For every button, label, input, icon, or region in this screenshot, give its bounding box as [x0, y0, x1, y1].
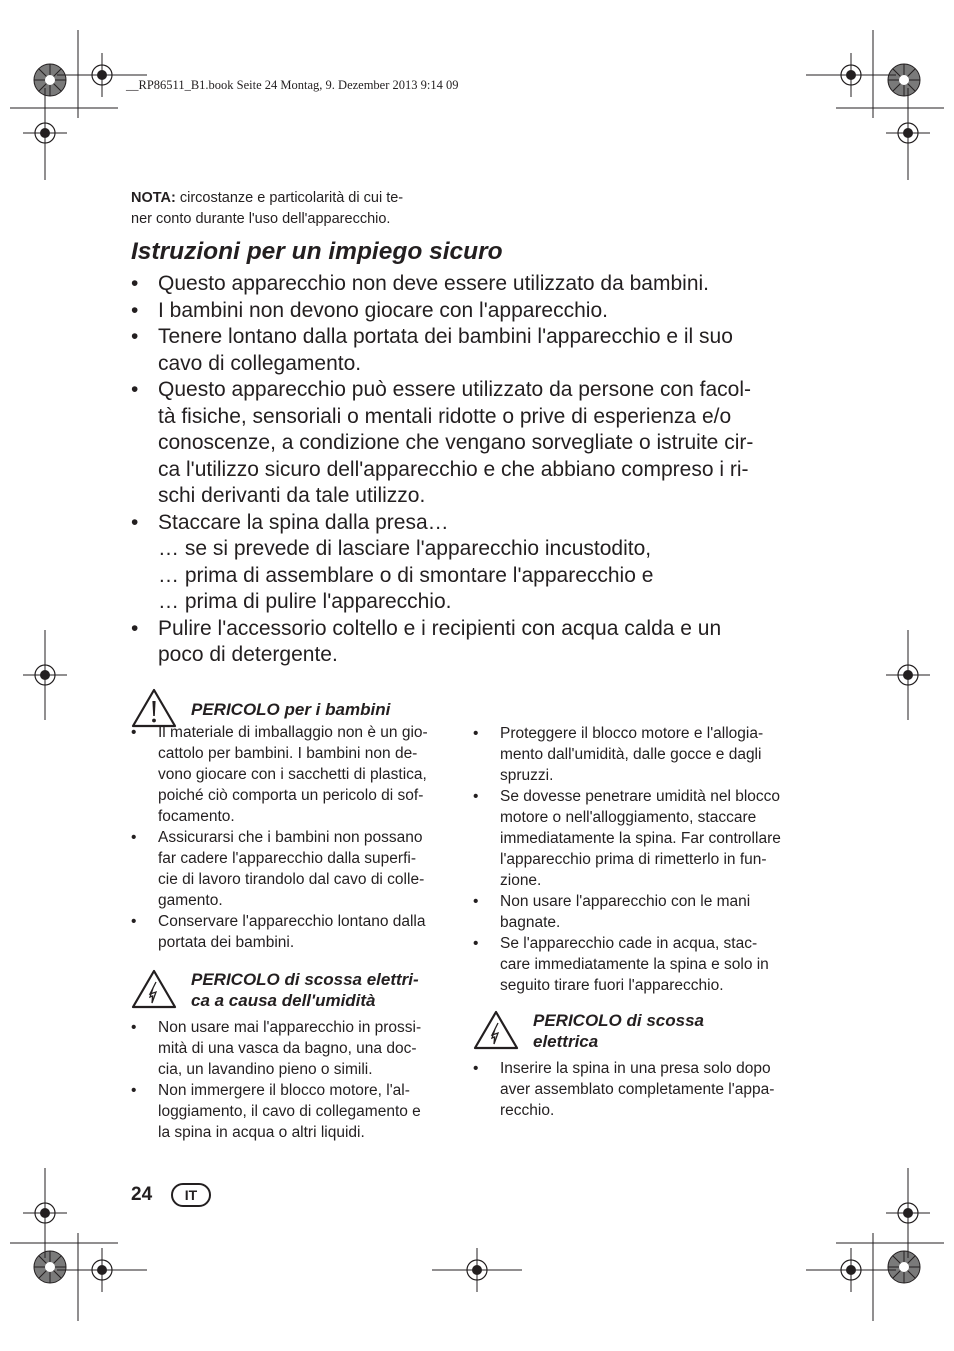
bullet: •: [131, 1019, 137, 1036]
bullet: •: [131, 1082, 137, 1099]
text-line: … prima di assemblare o di smontare l'apparecchio e: [158, 563, 654, 587]
text-line: portata dei bambini.: [158, 934, 295, 951]
list-item: [131, 722, 461, 827]
page-number: 24: [131, 1184, 153, 1205]
warning-block: [131, 969, 461, 1143]
bullet: •: [131, 510, 139, 534]
warning-title: [191, 969, 419, 1011]
text-line: seguito tirare fuori l'apparecchio.: [500, 977, 724, 994]
list-item: [131, 324, 811, 377]
text-line: Tenere lontano dalla portata dei bambini l'apparecchio e il suo: [158, 325, 733, 348]
text-line: cavo di collegamento.: [158, 351, 362, 375]
text-line: gamento.: [158, 892, 223, 909]
warning-block: [473, 1010, 803, 1121]
list-item: [131, 377, 811, 510]
text-line: loggiamento, il cavo di collegamento e: [158, 1103, 421, 1120]
text-line: Assicurarsi che i bambini non possano: [158, 829, 423, 846]
text-line: Se l'apparecchio cade in acqua, stac-: [500, 935, 758, 952]
text-line: ca a causa dell'umidità: [191, 991, 376, 1010]
text-line: tà fisiche, sensoriali o mentali ridotte o prive di esperienza e/o: [158, 404, 732, 428]
list-item: [131, 1080, 461, 1143]
text-line: Non usare mai l'apparecchio in prossi-: [158, 1019, 422, 1036]
text-line: I bambini non devono giocare con l'apparecchio.: [158, 298, 608, 322]
text-line: Inserire la spina in una presa solo dopo: [500, 1060, 771, 1077]
list-item: [473, 933, 803, 996]
safety-list: [131, 271, 811, 669]
text-line: spruzzi.: [500, 767, 554, 784]
text-line: mento dall'umidità, dalle gocce e dagli: [500, 746, 762, 763]
bullet: •: [473, 893, 479, 910]
bullet: •: [131, 378, 139, 401]
text-line: Questo apparecchio non deve essere utilizzato da bambini.: [158, 272, 710, 295]
text-line: PERICOLO per i bambini: [191, 700, 391, 719]
text-line: conoscenze, a condizione che vengano sorvegliate o istruite cir-: [158, 431, 754, 454]
text-line: mità di una vasca da bagno, una doc-: [158, 1040, 417, 1057]
moisture-list: [473, 723, 803, 996]
text-line: Staccare la spina dalla presa…: [158, 510, 449, 534]
note: [131, 188, 461, 230]
bullet: •: [473, 725, 479, 742]
bullet: •: [131, 298, 139, 322]
warning-header: [473, 1010, 803, 1058]
warning-header: [131, 969, 461, 1017]
list-item: [131, 1017, 461, 1080]
warning-title: [191, 699, 390, 720]
text-line: bagnate.: [500, 914, 561, 931]
text-line: Non immergere il blocco motore, l'al-: [158, 1082, 410, 1099]
bullet: •: [473, 1060, 479, 1077]
text-line: vono giocare con i sacchetti di plastica,: [158, 766, 427, 783]
note-text: circostanze e particolarità di cui te- ner conto durante l'uso dell'apparecchio.: [131, 190, 404, 227]
text-line: … prima di pulire l'apparecchio.: [158, 590, 452, 613]
bullet: •: [131, 913, 137, 930]
text-line: cie di lavoro tirandolo dal cavo di colle-: [158, 871, 425, 888]
bullet: •: [131, 325, 139, 348]
text-line: Il materiale di imballaggio non è un gio-: [158, 724, 428, 741]
text-line: poiché ciò comporta un pericolo di sof-: [158, 787, 424, 804]
note-label: NOTA:: [131, 190, 176, 206]
text-line: cattolo per bambini. I bambini non de-: [158, 745, 418, 762]
list-item: [131, 271, 811, 298]
list-item: [131, 298, 811, 325]
list-item: [473, 1058, 803, 1121]
language-badge: IT: [171, 1183, 211, 1207]
text-line: poco di detergente.: [158, 643, 338, 666]
text-line: Proteggere il blocco motore e l'allogia-: [500, 725, 764, 742]
warning-block: [131, 688, 461, 953]
electric-shock-triangle-icon: [131, 969, 177, 1009]
warning-header: [131, 688, 461, 722]
bullet: •: [131, 616, 139, 640]
text-line: care immediatamente la spina e solo in: [500, 956, 769, 973]
list-item: [473, 891, 803, 933]
list-item: [473, 786, 803, 891]
bullet: •: [473, 788, 479, 805]
warning-list: [131, 1017, 461, 1143]
bullet: •: [131, 829, 137, 846]
text-line: focamento.: [158, 808, 235, 825]
text-line: Non usare l'apparecchio con le mani: [500, 893, 751, 910]
text-line: Se dovesse penetrare umidità nel blocco: [500, 788, 781, 805]
text-line: elettrica: [533, 1032, 599, 1051]
text-line: aver assemblato completamente l'appa-: [500, 1081, 775, 1098]
text-line: l'apparecchio prima di rimetterlo in fun-: [500, 851, 767, 868]
text-line: la spina in acqua o altri liquidi.: [158, 1124, 365, 1141]
text-line: … se si prevede di lasciare l'apparecchio incustodito,: [158, 537, 652, 560]
text-line: recchio.: [500, 1102, 555, 1119]
warning-list: [473, 1058, 803, 1121]
list-item: [131, 510, 811, 616]
list-item: [131, 616, 811, 669]
text-line: motore o nell'alloggiamento, staccare: [500, 809, 757, 826]
list-item: [473, 723, 803, 786]
warning-list: [131, 722, 461, 953]
section-title: Istruzioni per un impiego sicuro: [131, 238, 503, 265]
electric-shock-triangle-icon: [473, 1010, 519, 1050]
print-header: __RP86511_B1.book Seite 24 Montag, 9. Dezember 2013 9:14 09: [126, 78, 459, 92]
text-line: PERICOLO di scossa elettri-: [191, 970, 419, 989]
text-line: ca l'utilizzo sicuro dell'apparecchio e che abbiano compreso i ri-: [158, 457, 749, 481]
left-column: [131, 688, 461, 1143]
text-line: schi derivanti da tale utilizzo.: [158, 484, 426, 507]
bullet: •: [131, 724, 137, 741]
text-line: Questo apparecchio può essere utilizzato da persone con facol-: [158, 378, 752, 401]
right-column: [473, 723, 803, 1121]
text-line: cia, un lavandino pieno o simili.: [158, 1061, 373, 1078]
list-item: [131, 911, 461, 953]
warning-title: [533, 1010, 704, 1052]
text-line: zione.: [500, 872, 542, 889]
text-line: Pulire l'accessorio coltello e i recipienti con acqua calda e un: [158, 616, 722, 640]
list-item: [131, 827, 461, 911]
text-line: far cadere l'apparecchio dalla superfi-: [158, 850, 416, 867]
text-line: PERICOLO di scossa: [533, 1011, 704, 1030]
bullet: •: [131, 272, 139, 295]
text-line: Conservare l'apparecchio lontano dalla: [158, 913, 426, 930]
text-line: immediatamente la spina. Far controllare: [500, 830, 781, 847]
bullet: •: [473, 935, 479, 952]
